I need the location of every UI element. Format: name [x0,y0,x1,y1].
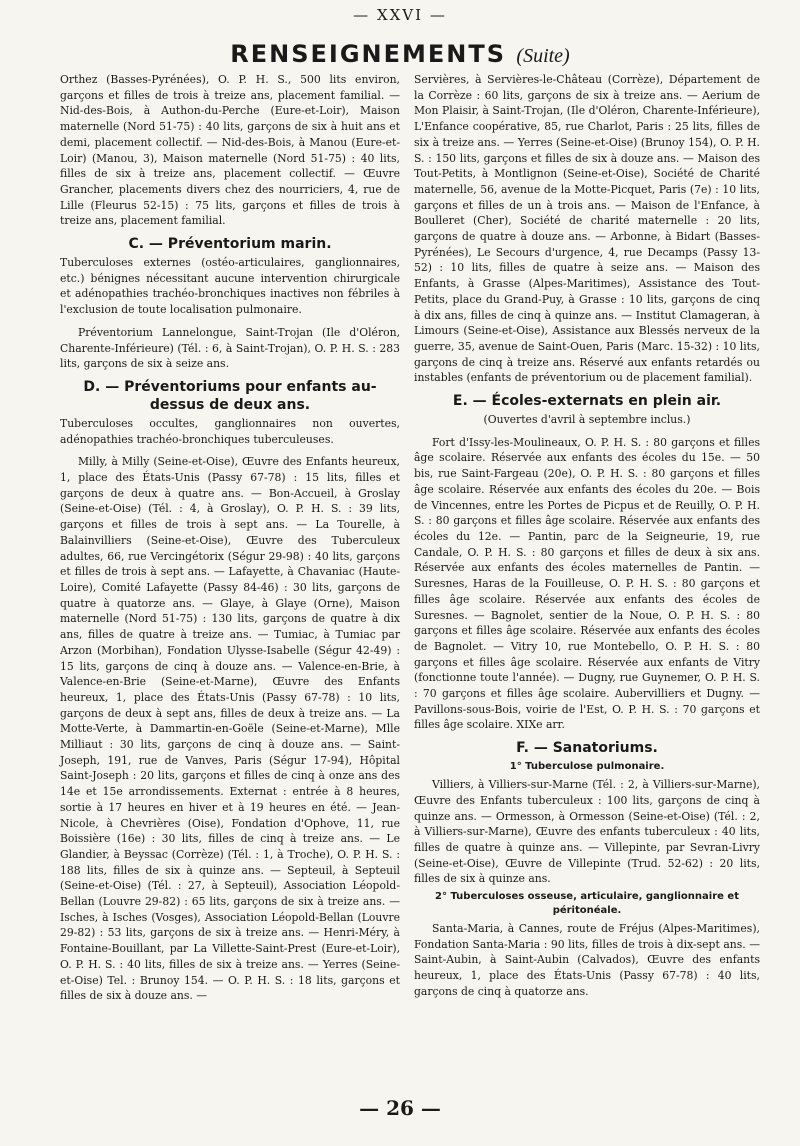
section-f-body-2: Santa-Maria, à Cannes, route de Fréjus (Alpes-Maritimes), Fondation Santa-Maria : 90 lits, filles de trois à dix-sept ans. — Saint-Aubin, à Saint-Aubin (Calvados), Œuvre des enfants heureux, 1, place des États-Unis (Passy 67-78) : 40 lits, garçons de cinq à quatorze ans. [414,922,760,998]
section-d-body: Milly, à Milly (Seine-et-Oise), Œuvre des Enfants heureux, 1, place des États-Unis (Passy 67-78) : 15 lits, filles et garçons de deux à quatre ans. — Bon-Accueil, à Groslay (Seine-et-Oise) (Tél. : 4, à Groslay), O. P. H. S. : 39 lits, garçons et filles de trois à sept ans. — La Tourelle, à Balainvilliers (Seine-et-Oise), Œuvre des Tuberculeux adultes, 66, rue Vercingétorix (Ségur 29-98) : 40 lits, garçons et filles de trois à sept ans. — Lafayette, à Chavaniac (Haute-Loire), Comité Lafayette (Passy 84-46) : 30 lits, garçons de quatre à quatorze ans. — Glaye, à Glaye (Orne), Maison maternelle (Nord 51-75) : 130 lits, garçons de quatre à dix ans, filles de quatre à treize ans. — Tumiac, à Tumiac par Arzon (Morbihan), Fondation Ulysse-Isabelle (Ségur 42-49) : 15 lits, garçons de cinq à douze ans. — Valence-en-Brie, à Valence-en-Brie (Seine-et-Marne), Œuvre des Enfants heureux, 1, place des États-Unis (Passy 67-78) : 10 lits, garçons de deux à sept ans, filles de deux à treize ans. — La Motte-Verte, à Dammartin-en-Goële (Seine-et-Marne), Mlle Milliaut : 30 lits, garçons de cinq à douze ans. — Saint-Joseph, 191, rue de Vanves, Paris (Ségur 17-94), Hôpital Saint-Joseph : 20 lits, garçons et filles de cinq à onze ans des 14e et 15e arrondissements. Externat : entrée à 8 heures, sortie à 17 heures en hiver et à 19 heures en été. — Jean-Nicole, à Chevrières (Oise), Fondation d'Ophove, 11, rue Boissière (16e) : 30 lits, filles de cinq à treize ans. — Le Glandier, à Beyssac (Corrèze) (Tél. : 1, à Troche), O. P. H. S. : 188 lits, filles de six à quinze ans. — Septeuil, à Septeuil (Seine-et-Oise) (Tél. : 27, à Septeuil), Association Léopold-Bellan (Louvre 29-82) : 65 lits, garçons de six à treize ans. — Isches, à Isches (Vosges), Association Léopold-Bellan (Louvre 29-82) : 53 lits, garçons de six à treize ans. — Henri-Méry, à Fontaine-Bouillant, par La Villette-Saint-Prest (Eure-et-Loir), O. P. H. S. : 40 lits, filles de six à treize ans. — Yerres (Seine-et-Oise) Tel. : Brunoy 154. — O. P. H. S. : 18 lits, garçons et filles de six à douze ans. — [60,455,400,1003]
page-title [0,40,800,68]
section-f-subhead-1: 1° Tuberculose pulmonaire. [509,761,665,773]
right-column [414,72,760,1000]
section-f-subhead-2: 2° Tuberculoses osseuse, articulaire, ganglionnaire et péritonéale. [435,891,739,917]
section-e-body: Fort d'Issy-les-Moulineaux, O. P. H. S. : 80 garçons et filles âge scolaire. Réservée aux enfants des écoles du 15e. — 50 bis, rue Saint-Fargeau (20e), O. P. H. S. : 80 garçons et filles âge scolaire. Réservée aux enfants des écoles du 20e. — Bois de Vincennes, entre les Portes de Picpus et de Reuilly, O. P. H. S. : 80 garçons et filles âge scolaire. Réservée aux enfants des écoles du 12e. — Pantin, parc de la Seigneurie, 19, rue Candale, O. P. H. S. : 80 garçons et filles de deux à six ans. Réservée aux enfants des écoles maternelles de Pantin. — Suresnes, Haras de la Fouilleuse, O. P. H. S. : 80 garçons et filles âge scolaire. Réservée aux enfants des écoles de Suresnes. — Bagnolet, sentier de la Noue, O. P. H. S. : 80 garçons et filles âge scolaire. Réservée aux enfants des écoles de Bagnolet. — Vitry 10, rue Montebello, O. P. H. S. : 80 garçons et filles âge scolaire. Réservée aux enfants de Vitry (fonctionne toute l'année). — Dugny, rue Guynemer, O. P. H. S. : 70 garçons et filles âge scolaire. Aubervilliers et Dugny. — Pavillons-sous-Bois, voirie de l'Est, O. P. H. S. : 70 garçons et filles âge scolaire. XIXe arr. [414,435,760,732]
continuation-paragraph: Servières, à Servières-le-Château (Corrèze), Département de la Corrèze : 60 lits, garçons de six à treize ans. — Aerium de Mon Plaisir, à Saint-Trojan, (Ile d'Oléron, Charente-Inférieure), L'Enfance coopérative, 85, rue Charlot, Paris : 25 lits, filles de six à treize ans. — Yerres (Seine-et-Oise) (Brunoy 154), O. P. H. S. : 150 lits, garçons et filles de six à douze ans. — Maison des Tout-Petits, à Montlignon (Seine-et-Oise), Société de Charité maternelle, 56, avenue de la Motte-Picquet, Paris (7e) : 10 lits, garçons et filles de un à trois ans. — Maison de l'Enfance, à Boulleret (Cher), Société de charité maternelle : 20 lits, garçons de quatre à douze ans. — Arbonne, à Bidart (Basses-Pyrénées), Le Secours d'urgence, 4, rue Decamps (Passy 13-52) : 10 lits, filles de quatre à seize ans. — Maison des Enfants, à Grasse (Alpes-Maritimes), Assistance des Tout-Petits, place du Grand-Puy, à Grasse : 10 lits, garçons de cinq à dix ans, filles de cinq à quinze ans. — Institut Clamageran, à Limours (Seine-et-Oise), Assistance aux Blessés nerveux de la guerre, 35, avenue de Saint-Ouen, Paris (Marc. 15-32) : 10 lits, garçons de cinq à treize ans. Réservé aux enfants retardés ou instables (enfants de préventorium ou de placement familial). [414,73,760,385]
title-text: RENSEIGNEMENTS [230,40,507,68]
left-column [60,72,400,1004]
section-d-title: D. — Préventoriums pour enfants au-dessus de deux ans. [83,378,377,413]
section-c-title: C. — Préventorium marin. [128,236,332,253]
section-e-subtitle: (Ouvertes d'avril à septembre inclus.) [483,413,691,427]
section-e-title: E. — Écoles-externats en plein air. [452,393,722,410]
section-d-description: Tuberculoses occultes, ganglionnaires non ouvertes, adénopathies trachéo-bronchiques tuberculeuses. [60,416,400,446]
section-c-entry: Préventorium Lannelongue, Saint-Trojan (Ile d'Oléron, Charente-Inférieure) (Tél. : 6, à Saint-Trojan), O. P. H. S. : 283 lits, garçons de six à seize ans. [60,325,400,371]
roman-page-number: — XXVI — [353,6,447,24]
section-c-description: Tuberculoses externes (ostéo-articulaires, ganglionnaires, etc.) bénignes nécessitant aucune intervention chirurgicale et adénopathies trachéo-bronchiques inactives non fébriles à l'exclusion de toute localisation pulmonaire. [60,256,400,317]
intro-paragraph: Orthez (Basses-Pyrénées), O. P. H. S., 500 lits environ, garçons et filles de trois à treize ans, placement familial. — Nid-des-Bois, à Authon-du-Perche (Eure-et-Loir), Maison maternelle (Nord 51-75) : 40 lits, garçons de six à huit ans et demi, placement collectif. — Nid-des-Bois, à Manou (Eure-et-Loir) (Manou, 3), Maison maternelle (Nord 51-75) : 40 lits, filles de six à treize ans, placement collectif. — Œuvre Grancher, placements divers chez des nourriciers, 4, rue de Lille (Fleurus 52-15) : 75 lits, garçons et filles de trois à treize ans, placement familial. [60,73,400,228]
section-f-title: F. — Sanatoriums. [516,740,658,757]
title-suffix: (Suite) [516,45,570,67]
footer-page-number: — 26 — [359,1096,441,1120]
section-f-body-1: Villiers, à Villiers-sur-Marne (Tél. : 2, à Villiers-sur-Marne), Œuvre des Enfants tuberculeux : 100 lits, garçons de cinq à quinze ans. — Ormesson, à Ormesson (Seine-et-Oise) (Tél. : 2, à Villiers-sur-Marne), Œuvre des enfants tuberculeux : 40 lits, filles de quatre à quinze ans. — Villepinte, par Sevran-Livry (Seine-et-Oise), Œuvre de Villepinte (Trud. 52-62) : 20 lits, filles de six à quinze ans. [414,778,760,886]
